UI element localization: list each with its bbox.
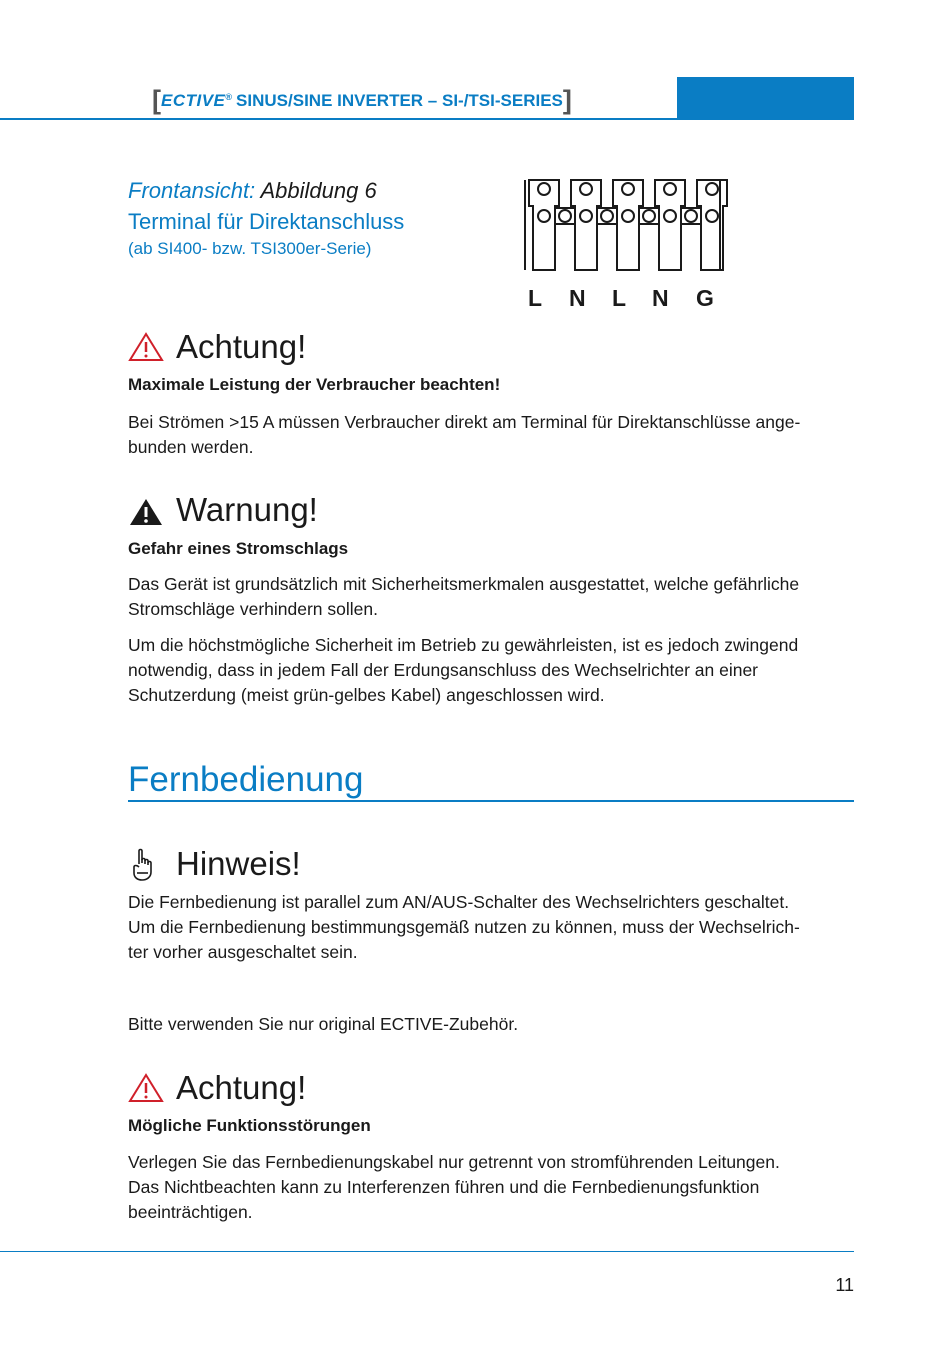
terminal-screw: [664, 210, 676, 222]
notice-heading-attention: Achtung!: [176, 328, 307, 365]
terminal-label-l2: L: [612, 285, 627, 311]
terminal-screw: [580, 210, 592, 222]
header-bracket-close: ]: [562, 85, 572, 115]
text-line: notwendig, dass in jedem Fall der Erdungsanschluss des Wechselrichter an einer: [128, 660, 759, 680]
notice-text: [128, 410, 854, 460]
text-line: Das Gerät ist grundsätzlich mit Sicherheitsmerkmalen ausgestattet, welche gefährliche: [128, 574, 800, 594]
notice-subheading: Gefahr eines Stromschlags: [128, 539, 349, 558]
notice-heading-note: Hinweis!: [176, 845, 301, 882]
terminal-module: [697, 180, 727, 270]
figure-subtitle: (ab SI400- bzw. TSI300er-Serie): [128, 239, 372, 258]
header-bracket-open: [: [152, 85, 161, 115]
terminal-screw: [538, 210, 550, 222]
text-line: beeinträchtigen.: [128, 1202, 253, 1222]
footer-rule: [0, 1251, 854, 1252]
text-line: Um die Fernbedienung bestimmungsgemäß nutzen zu können, muss der Wechselrich-: [128, 917, 800, 937]
terminal-label-n1: N: [569, 285, 586, 311]
terminal-screw: [601, 210, 613, 222]
registered-mark: ®: [225, 92, 233, 102]
terminal-screw: [643, 210, 655, 222]
notice-heading-attention: Achtung!: [176, 1069, 307, 1106]
figure-title: Terminal für Direktanschluss: [128, 209, 405, 234]
pointing-hand-icon: [130, 848, 154, 882]
text-line: bunden werden.: [128, 437, 254, 457]
section-title: Fernbedienung: [128, 760, 364, 799]
notice-text: [128, 890, 854, 965]
terminal-screw: [706, 183, 718, 195]
brand-logo: ECTIVE: [161, 91, 226, 110]
warning-outline-icon: [128, 332, 164, 362]
terminal-screw: [580, 183, 592, 195]
terminal-label-l1: L: [528, 285, 543, 311]
text-line: ter vorher ausgeschaltet sein.: [128, 942, 358, 962]
terminal-labels: [520, 285, 730, 315]
text-line: Um die höchstmögliche Sicherheit im Betrieb zu gewährleisten, ist es jedoch zwingend: [128, 635, 799, 655]
header-title: SINUS/SINE INVERTER – SI-/TSI-SERIES: [236, 91, 563, 110]
notice-text: [128, 1150, 854, 1225]
notice-text: [128, 572, 854, 622]
terminal-label-n2: N: [652, 285, 669, 311]
view-label: Frontansicht:: [128, 178, 256, 203]
notice-heading-warning: Warnung!: [176, 491, 318, 528]
running-header: [152, 82, 572, 115]
notice-text: [128, 633, 854, 708]
text-line: Schutzerdung (meist grün-gelbes Kabel) angeschlossen wird.: [128, 685, 605, 705]
terminal-screw: [706, 210, 718, 222]
text-line: Bei Strömen >15 A müssen Verbraucher direkt am Terminal für Direktanschlüsse ange-: [128, 412, 801, 432]
terminal-screw: [622, 210, 634, 222]
terminal-screw: [622, 183, 634, 195]
figure-label: Abbildung 6: [260, 178, 377, 203]
terminal-label-g: G: [696, 285, 714, 311]
notice-subheading: Maximale Leistung der Verbraucher beachten!: [128, 375, 501, 394]
warning-outline-icon: [128, 1073, 164, 1103]
terminal-block-illustration: [515, 176, 730, 276]
accessory-note: Bitte verwenden Sie nur original ECTIVE-Zubehör.: [128, 1014, 519, 1034]
terminal-screw: [664, 183, 676, 195]
text-line: Die Fernbedienung ist parallel zum AN/AUS-Schalter des Wechselrichters geschaltet.: [128, 892, 790, 912]
terminal-screw: [559, 210, 571, 222]
page-number: 11: [835, 1275, 854, 1295]
notice-subheading: Mögliche Funktionsstörungen: [128, 1116, 371, 1135]
figure-caption: [128, 176, 508, 260]
text-line: Verlegen Sie das Fernbedienungskabel nur getrennt von stromführenden Leitungen.: [128, 1152, 780, 1172]
terminal-screw: [685, 210, 697, 222]
header-accent-block: [677, 77, 854, 120]
header-rule: [0, 118, 854, 120]
section-rule: [128, 800, 854, 802]
text-line: Stromschläge verhindern sollen.: [128, 599, 378, 619]
text-line: Das Nichtbeachten kann zu Interferenzen führen und die Fernbedienungsfunktion: [128, 1177, 760, 1197]
terminal-screw: [538, 183, 550, 195]
warning-filled-icon: [128, 497, 164, 527]
